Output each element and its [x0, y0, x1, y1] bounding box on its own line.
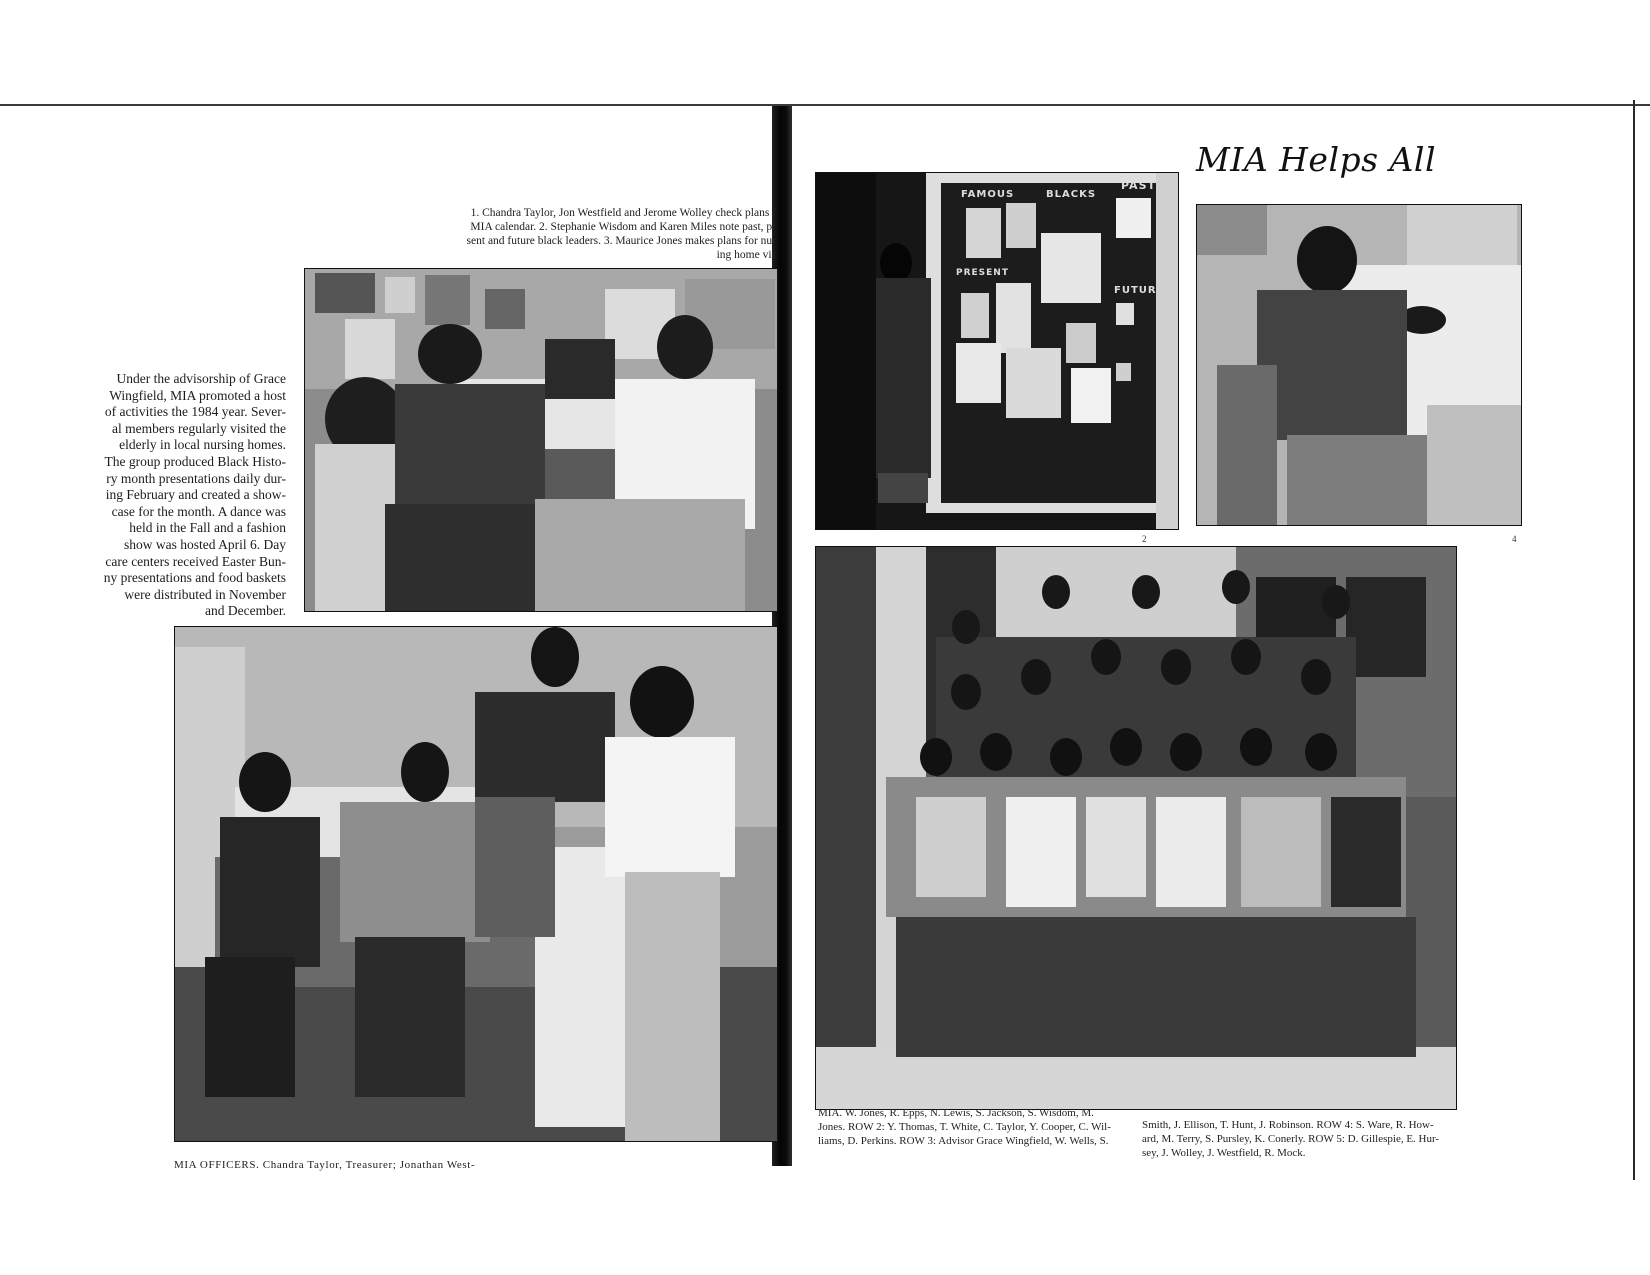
scan-edge-top	[0, 104, 1650, 106]
body-copy: Under the advisorship of Grace Wingfield, MIA promoted a host of activities the 1984 year. Sever- al members regularly visited the elderly in local nursing homes. The group produced Black Histo- ry month presentations daily dur- ing February and created a show- case for the month. A dance was held in the Fall and a fashion show was hosted April 6. Day care centers received Easter Bun- ny presentations and food baskets were distributed in November and December.	[103, 371, 286, 619]
photo-mia-officers-image	[175, 627, 777, 1141]
roster-caption-left: MIA. W. Jones, R. Epps, N. Lewis, S. Jackson, S. Wisdom, M. Jones. ROW 2: Y. Thomas, T. White, C. Taylor, Y. Cooper, C. Wil- liams, D. Perkins. ROW 3: Advisor Grace Wingfield, W. Wells, S.	[818, 1107, 1111, 1147]
photo-student-phone-image	[1197, 205, 1521, 525]
board-word-future: FUTUR	[1114, 285, 1157, 296]
page-number-photo2: 2	[1142, 534, 1147, 544]
top-photo-caption: 1. Chandra Taylor, Jon Westfield and Jerome Wolley check plans f MIA calendar. 2. Stephanie Wisdom and Karen Miles note past, pr sent and future black leaders. 3. Maurice Jones makes plans for nur ing home vis	[466, 207, 776, 261]
page-number-photo4: 4	[1512, 534, 1517, 544]
photo-student-phone	[1196, 204, 1522, 526]
photo-mia-officers	[174, 626, 778, 1142]
board-word-blacks: BLACKS	[1046, 189, 1097, 200]
page-title: MIA Helps All	[1196, 140, 1436, 179]
board-word-past: PAST	[1121, 179, 1156, 192]
scan-edge-right	[1633, 100, 1635, 1180]
officers-caption: MIA OFFICERS. Chandra Taylor, Treasurer; Jonathan West-	[174, 1159, 476, 1171]
photo-group	[815, 546, 1457, 1110]
photo-office-desk-image	[305, 269, 777, 611]
photo-bulletin-board	[815, 172, 1179, 530]
photo-bulletin-board-image	[816, 173, 1178, 529]
photo-office-desk	[304, 268, 778, 612]
roster-caption-right: Smith, J. Ellison, T. Hunt, J. Robinson. ROW 4: S. Ware, R. How- ard, M. Terry, S. Pursley, K. Conerly. ROW 5: D. Gillespie, E. Hur- sey, J. Wolley, J. Westfield, R. Mock.	[1142, 1119, 1440, 1159]
photo-group-image	[816, 547, 1456, 1109]
board-word-present: PRESENT	[956, 268, 1009, 278]
board-word-famous: FAMOUS	[961, 189, 1015, 200]
